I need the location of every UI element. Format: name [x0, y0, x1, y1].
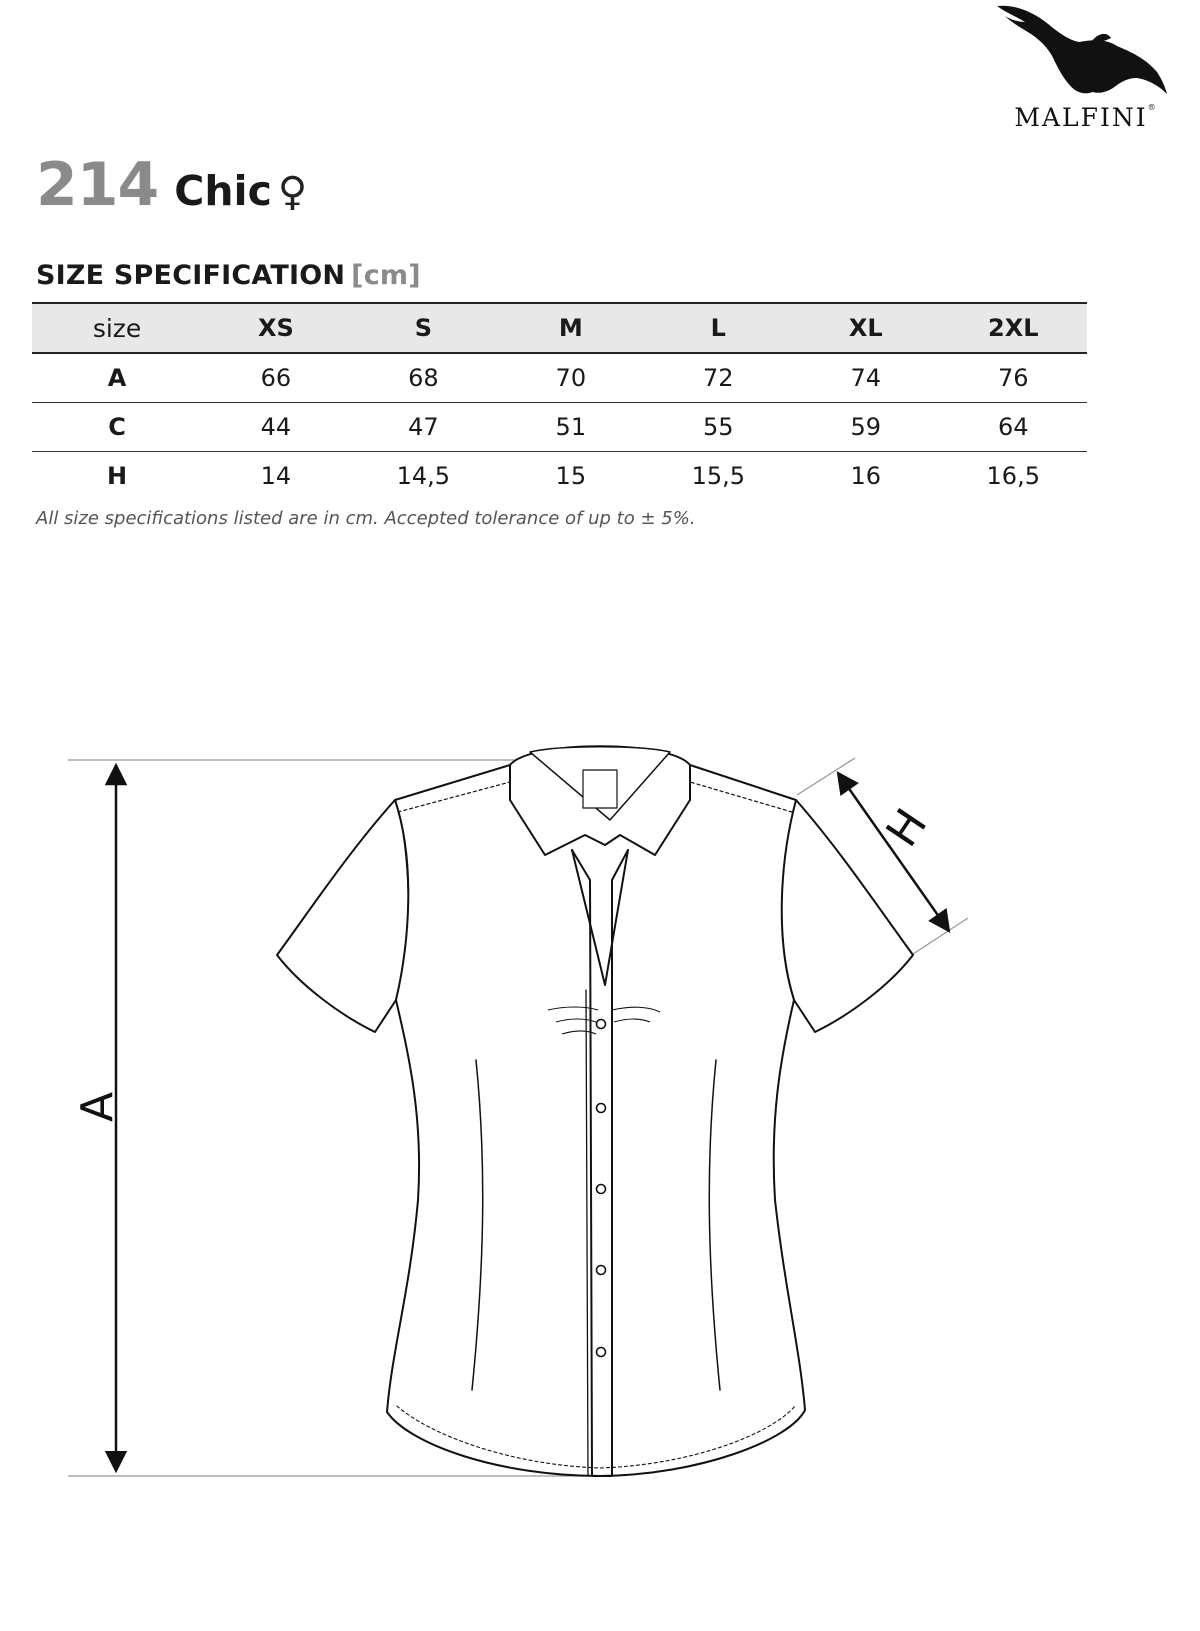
table-cell: 59 — [792, 402, 939, 451]
table-cell: 70 — [497, 353, 644, 402]
table-cell: 16,5 — [986, 461, 1040, 490]
eagle-logo-icon — [995, 2, 1175, 97]
shirt-drawing — [0, 700, 1200, 1500]
table-header-row — [32, 303, 1087, 353]
button — [597, 1266, 606, 1275]
column-header: S — [350, 303, 497, 353]
spec-heading: SIZE SPECIFICATION [cm] — [36, 260, 421, 291]
product-code: 214 — [36, 150, 159, 220]
table-cell: 16 — [850, 461, 882, 490]
column-header: 2XL — [940, 303, 1088, 353]
table-row — [32, 353, 1087, 402]
column-header: M — [497, 303, 644, 353]
h-ext-line-1 — [797, 758, 855, 795]
table-row — [32, 402, 1087, 451]
button — [597, 1020, 606, 1029]
button — [597, 1348, 606, 1357]
brand-name: MALFINI® — [1014, 103, 1156, 132]
female-icon: ♀ — [277, 169, 308, 215]
row-label: C — [32, 402, 202, 451]
table-cell: 72 — [645, 353, 792, 402]
h-ext-line-2 — [910, 918, 968, 956]
dimension-a-label: A — [72, 1091, 123, 1123]
tolerance-note: All size specifications listed are in cm. Accepted tolerance of up to ± 5%. — [36, 508, 696, 529]
shirt-body — [387, 765, 805, 1476]
table-cell: 64 — [940, 402, 1088, 451]
button — [597, 1104, 606, 1113]
product-title — [36, 150, 307, 225]
column-header: XL — [792, 303, 939, 353]
table-cell: 14 — [260, 461, 292, 490]
table-cell: 74 — [792, 353, 939, 402]
column-header: XS — [202, 303, 349, 353]
table-cell: 76 — [940, 353, 1088, 402]
column-header: size — [32, 303, 202, 353]
table-cell: 68 — [350, 353, 497, 402]
table-cell: 66 — [202, 353, 349, 402]
left-sleeve — [277, 800, 409, 1032]
button — [597, 1185, 606, 1194]
table-cell: 15,5 — [691, 461, 746, 490]
dimension-h-label: H — [876, 799, 938, 856]
table-cell: 44 — [202, 402, 349, 451]
column-header: L — [645, 303, 792, 353]
size-table — [32, 302, 1087, 500]
brand-logo — [985, 0, 1185, 140]
spec-unit: [cm] — [351, 260, 421, 291]
table-row — [32, 451, 1087, 500]
shirt-outline — [277, 746, 913, 1476]
table-cell: 14,5 — [396, 461, 451, 490]
neck-label — [583, 770, 617, 808]
table-cell: 51 — [497, 402, 644, 451]
row-label: A — [32, 353, 202, 402]
table-cell: 55 — [645, 402, 792, 451]
row-label: H — [107, 461, 128, 490]
table-cell: 15 — [555, 461, 587, 490]
table-cell: 47 — [350, 402, 497, 451]
product-name: Chic — [174, 167, 272, 215]
